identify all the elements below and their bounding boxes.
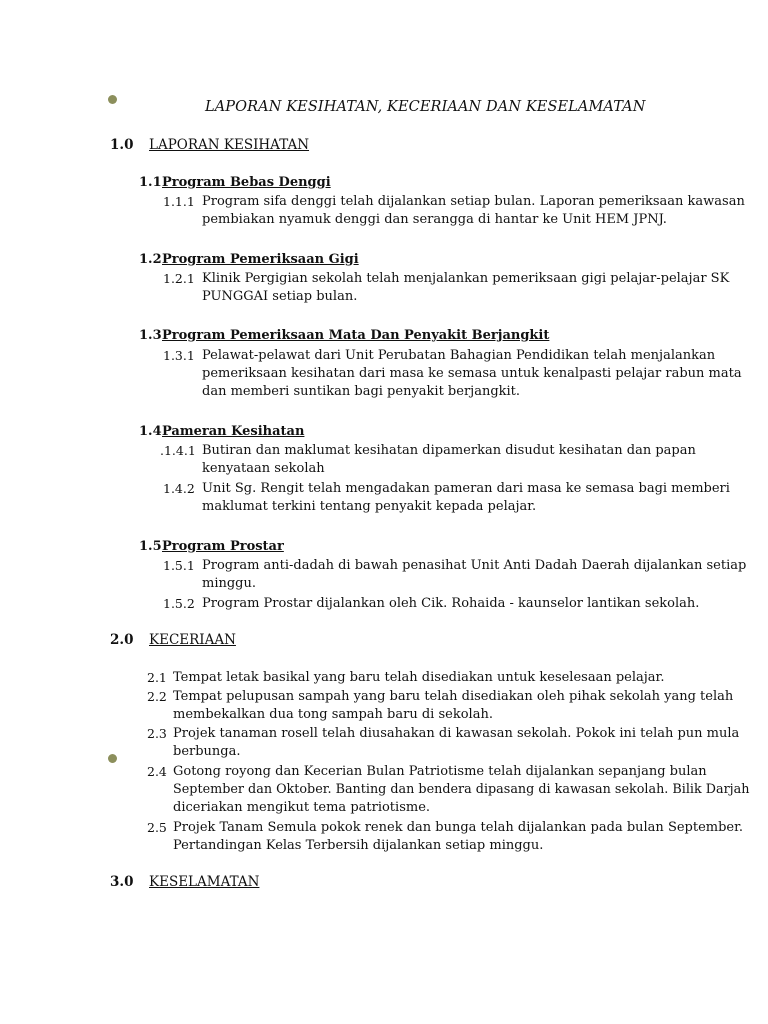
item-text-line: berbunga. <box>173 744 241 759</box>
section-number: 1.0 <box>110 137 134 153</box>
section-number: 2.0 <box>110 632 134 648</box>
item-number: 2.2 <box>147 689 167 704</box>
item-number: 1.5.2 <box>163 596 195 611</box>
item-text-line: Klinik Pergigian sekolah telah menjalankan pemeriksaan gigi pelajar-pelajar SK <box>202 271 730 286</box>
item-number: 2.1 <box>147 670 167 685</box>
document-title: LAPORAN KESIHATAN, KECERIAAN DAN KESELAMATAN <box>205 99 646 115</box>
item-text-line: Program sifa denggi telah dijalankan setiap bulan. Laporan pemeriksaan kawasan <box>202 194 745 209</box>
section-heading: LAPORAN KESIHATAN <box>149 137 310 153</box>
subsection-heading: Pameran Kesihatan <box>162 424 305 439</box>
item-number: 1.2.1 <box>163 271 195 286</box>
subsection-number: 1.4 <box>139 424 162 439</box>
item-number: 2.3 <box>147 726 167 741</box>
item-text-line: Tempat pelupusan sampah yang baru telah disediakan oleh pihak sekolah yang telah <box>173 689 734 704</box>
item-text-line: Program anti-dadah di bawah penasihat Unit Anti Dadah Daerah dijalankan setiap <box>202 558 747 573</box>
subsection-number: 1.2 <box>139 252 162 267</box>
item-text-line: September dan Oktober. Banting dan bendera dipasang di kawasan sekolah. Bilik Darjah <box>173 782 750 797</box>
bullet-dot <box>108 754 117 763</box>
item-text-line: Pelawat-pelawat dari Unit Perubatan Bahagian Pendidikan telah menjalankan <box>202 348 716 363</box>
subsection-heading: Program Prostar <box>162 539 284 554</box>
item-text-line: dan memberi suntikan bagi penyakit berjangkit. <box>202 384 521 399</box>
item-text-line: kenyataan sekolah <box>202 461 325 476</box>
item-number: 1.3.1 <box>163 348 195 363</box>
item-text-line: pembiakan nyamuk denggi dan serangga di hantar ke Unit HEM JPNJ. <box>202 212 667 227</box>
bullet-dot <box>108 95 117 104</box>
item-text-line: Gotong royong dan Kecerian Bulan Patriotisme telah dijalankan sepanjang bulan <box>173 764 707 779</box>
item-text-line: Projek tanaman rosell telah diusahakan di kawasan sekolah. Pokok ini telah pun mula <box>173 726 740 741</box>
subsection-number: 1.1 <box>139 175 162 190</box>
item-text-line: diceriakan mengikut tema patriotisme. <box>173 800 431 815</box>
item-number: 1.5.1 <box>163 558 195 573</box>
item-number: .1.4.1 <box>160 443 196 458</box>
subsection-heading: Program Bebas Denggi <box>162 175 331 190</box>
item-number: 1.1.1 <box>163 194 195 209</box>
item-text-line: Pertandingan Kelas Terbersih dijalankan setiap minggu. <box>173 838 544 853</box>
section-number: 3.0 <box>110 874 134 890</box>
item-text-line: membekalkan dua tong sampah baru di sekolah. <box>173 707 493 722</box>
item-number: 2.4 <box>147 764 167 779</box>
item-text-line: maklumat terkini tentang penyakit kepada pelajar. <box>202 499 537 514</box>
section-heading: KESELAMATAN <box>149 874 260 890</box>
section-heading: KECERIAAN <box>149 632 236 648</box>
item-number: 2.5 <box>147 820 167 835</box>
item-text-line: minggu. <box>202 576 257 591</box>
subsection-heading: Program Pemeriksaan Mata Dan Penyakit Berjangkit <box>162 328 550 343</box>
subsection-heading: Program Pemeriksaan Gigi <box>162 252 359 267</box>
item-text-line: Unit Sg. Rengit telah mengadakan pameran dari masa ke semasa bagi memberi <box>202 481 730 496</box>
item-number: 1.4.2 <box>163 481 195 496</box>
item-text-line: Tempat letak basikal yang baru telah disediakan untuk keselesaan pelajar. <box>173 670 665 685</box>
item-text-line: pemeriksaan kesihatan dari masa ke semasa untuk kenalpasti pelajar rabun mata <box>202 366 742 381</box>
item-text-line: PUNGGAI setiap bulan. <box>202 289 358 304</box>
item-text-line: Projek Tanam Semula pokok renek dan bunga telah dijalankan pada bulan September. <box>173 820 744 835</box>
item-text-line: Butiran dan maklumat kesihatan dipamerkan disudut kesihatan dan papan <box>202 443 696 458</box>
subsection-number: 1.3 <box>139 328 162 343</box>
item-text-line: Program Prostar dijalankan oleh Cik. Rohaida - kaunselor lantikan sekolah. <box>202 596 700 611</box>
subsection-number: 1.5 <box>139 539 162 554</box>
